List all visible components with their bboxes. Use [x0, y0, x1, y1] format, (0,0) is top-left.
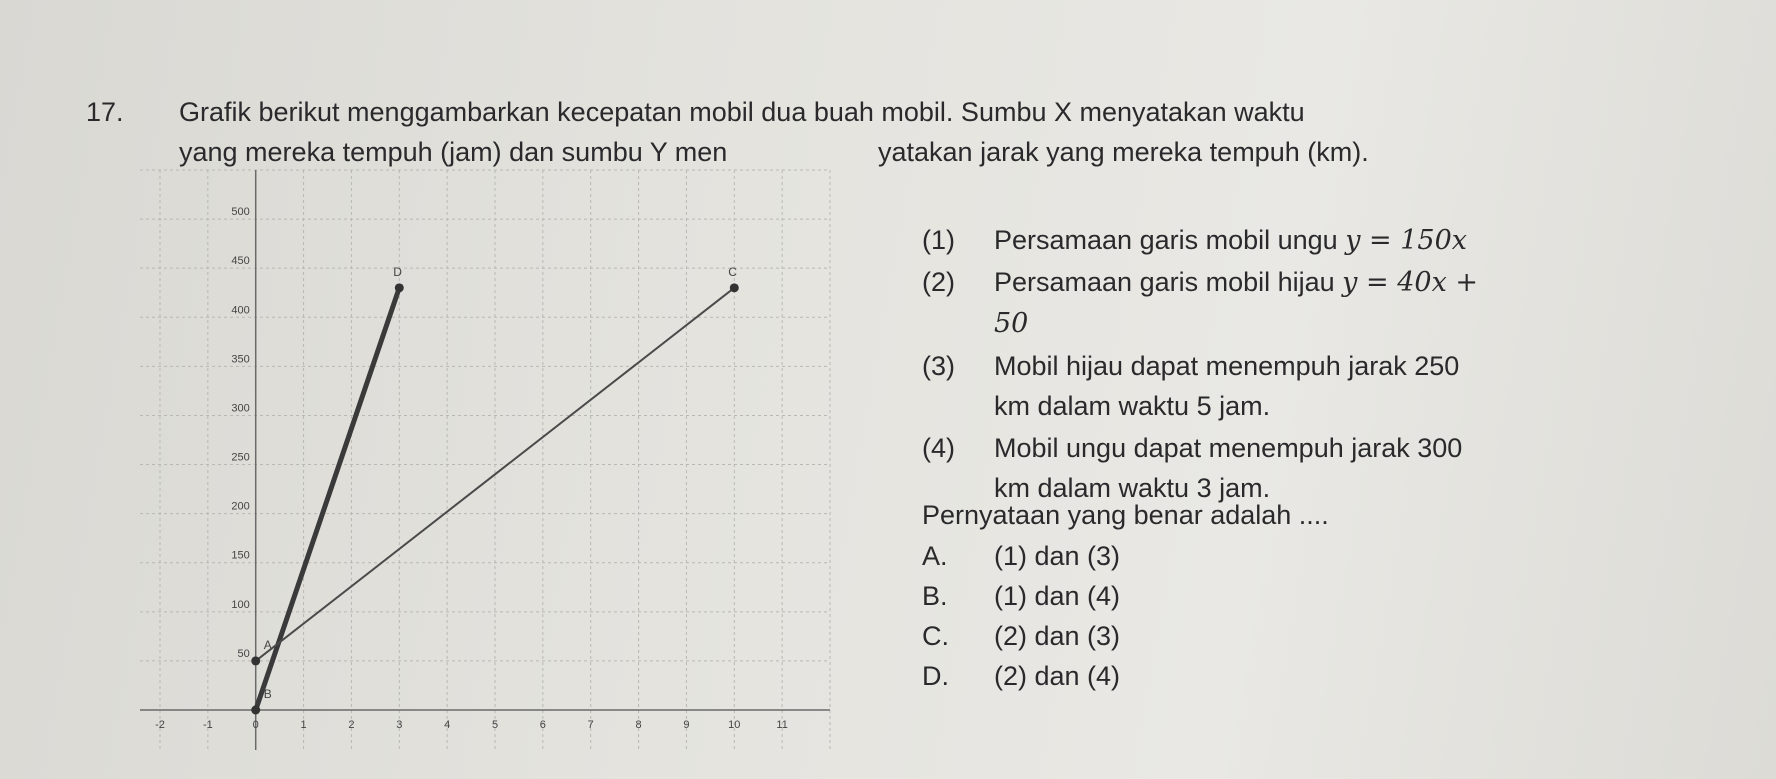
y-tick-label: 150	[231, 549, 250, 562]
statement-continuation: km dalam waktu 3 jam.	[994, 473, 1271, 503]
option-letter: A.	[922, 541, 948, 571]
y-tick-label: 200	[231, 500, 250, 513]
statement-number: (3)	[922, 351, 955, 381]
x-tick-label: 3	[396, 719, 403, 731]
question-text-line2-right: yatakan jarak yang mereka tempuh (km).	[878, 137, 1369, 167]
point-label: D	[393, 264, 402, 279]
x-tick-label: 2	[348, 719, 355, 731]
statement-text: Persamaan garis mobil ungu	[994, 225, 1346, 255]
statement-number: (1)	[922, 225, 955, 255]
statement-3	[922, 346, 1714, 426]
option-b[interactable]	[922, 576, 1120, 616]
point-label: C	[728, 264, 737, 279]
x-tick-label: 10	[728, 719, 741, 731]
distance-time-graph	[140, 150, 860, 760]
x-tick-label: 7	[587, 719, 594, 731]
x-tick-label: 1	[300, 719, 307, 731]
x-tick-label: 0	[252, 719, 259, 731]
option-a[interactable]	[922, 536, 1120, 576]
graph-svg	[140, 150, 860, 760]
y-tick-label: 300	[231, 402, 250, 415]
x-tick-label: 5	[491, 719, 499, 731]
statement-continuation: km dalam waktu 5 jam.	[994, 391, 1271, 421]
y-tick-label: 50	[237, 647, 250, 660]
statement-4	[922, 428, 1714, 508]
statement-equation: y = 40x +	[1342, 267, 1479, 298]
answer-options	[922, 536, 1120, 696]
question-prompt: Pernyataan yang benar adalah ....	[922, 500, 1329, 530]
option-text: (2) dan (3)	[994, 621, 1121, 651]
question-text-line1: Grafik berikut menggambarkan kecepatan mobil dua buah mobil. Sumbu X menyatakan waktu	[179, 97, 1305, 127]
statement-text: Persamaan garis mobil hijau	[994, 267, 1343, 297]
statement-number: (2)	[922, 267, 955, 297]
data-point	[730, 283, 739, 292]
x-tick-label: 4	[444, 719, 451, 731]
option-d[interactable]	[922, 656, 1120, 696]
point-label: B	[263, 687, 272, 701]
x-tick-label: 6	[539, 719, 546, 731]
statement-text: Mobil hijau dapat menempuh jarak 250	[994, 351, 1460, 381]
option-letter: D.	[922, 661, 949, 691]
point-label: A	[263, 637, 272, 652]
series-line	[256, 288, 400, 710]
x-tick-label: -2	[155, 719, 165, 731]
option-c[interactable]	[922, 616, 1120, 656]
option-letter: B.	[922, 581, 948, 611]
question-text-line2-left: yang mereka tempuh (jam) dan sumbu Y men	[179, 137, 728, 167]
x-tick-label: 9	[683, 719, 690, 731]
y-tick-label: 100	[231, 598, 250, 611]
question-number: 17.	[86, 97, 124, 127]
y-tick-label: 400	[231, 304, 250, 317]
option-letter: C.	[922, 621, 949, 651]
statement-equation: y = 150x	[1345, 225, 1467, 256]
statement-number: (4)	[922, 433, 955, 463]
option-text: (2) dan (4)	[994, 661, 1121, 691]
statement-continuation: 50	[994, 308, 1029, 339]
statement-2	[922, 262, 1714, 344]
statement-text: Mobil ungu dapat menempuh jarak 300	[994, 433, 1463, 463]
statement-1	[922, 220, 1714, 261]
x-tick-label: 11	[776, 719, 788, 731]
y-tick-label: 350	[231, 353, 250, 366]
option-text: (1) dan (4)	[994, 581, 1121, 611]
x-tick-label: -1	[202, 719, 213, 731]
option-text: (1) dan (3)	[994, 541, 1121, 571]
data-point	[251, 656, 260, 665]
y-tick-label: 500	[231, 206, 250, 219]
y-tick-label: 450	[231, 255, 250, 268]
data-point	[395, 283, 404, 292]
x-tick-label: 8	[635, 719, 642, 731]
data-point	[251, 706, 260, 715]
y-tick-label: 250	[231, 451, 250, 464]
